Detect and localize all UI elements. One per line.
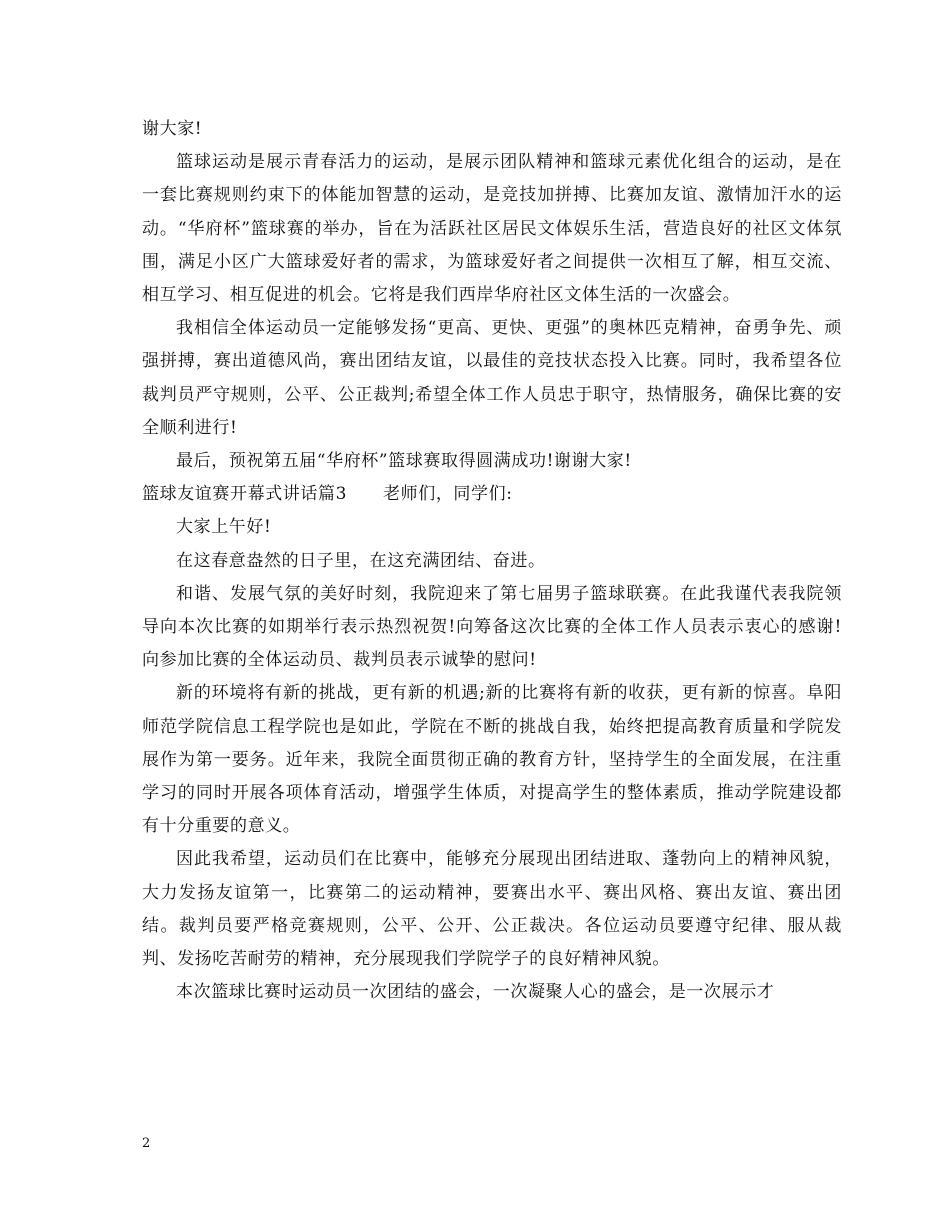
paragraph: 最后，预祝第五届“华府杯”篮球赛取得圆满成功!谢谢大家! [176,451,632,472]
section-heading-line [142,478,842,511]
paragraph: 因此我希望，运动员们在比赛中，能够充分展现出团结进取、蓬勃向上的精神风貌，大力发扬友谊第一，比赛第二的运动精神，要赛出水平、赛出风格、赛出友谊、赛出团结。裁判员要严格竞赛规则，公平、公开、公正裁决。各位运动员要遵守纪律、服从裁判、发扬吃苦耐劳的精神，充分展现我们学院学子的良好精神风貌。 [142,849,842,970]
section-heading: 篮球友谊赛开幕式讲话篇3 [142,484,348,505]
paragraph: 新的环境将有新的挑战，更有新的机遇;新的比赛将有新的收获，更有新的惊喜。阜阳师范学院信息工程学院也是如此，学院在不断的挑战自我，始终把提高教育质量和学院发展作为第一要务。近年来，我院全面贯彻正确的教育方针，坚持学生的全面发展，在注重学习的同时开展各项体育活动，增强学生体质，对提高学生的整体素质，推动学院建设都有十分重要的意义。 [142,683,842,837]
paragraph: 在这春意盎然的日子里，在这充满团结、奋进。 [176,550,546,571]
page-number: 2 [142,1136,151,1151]
paragraph: 和谐、发展气氛的美好时刻，我院迎来了第七届男子篮球联赛。在此我谨代表我院领导向本次比赛的如期举行表示热烈祝贺!向筹备这次比赛的全体工作人员表示衷心的感谢!向参加比赛的全体运动员、裁判员表示诚挚的慰问! [142,583,842,671]
paragraph: 本次篮球比赛时运动员一次团结的盛会，一次凝聚人心的盛会，是一次展示才 [176,982,775,1003]
paragraph: 我相信全体运动员一定能够发扬“更高、更快、更强”的奥林匹克精神，奋勇争先、顽强拼搏，赛出道德风尚，赛出团结友谊，以最佳的竞技状态投入比赛。同时，我希望各位裁判员严守规则，公平、公正裁判;希望全体工作人员忠于职守，热情服务，确保比赛的安全顺利进行! [142,318,842,438]
paragraph: 大家上午好! [176,517,272,538]
document-body [142,113,842,1009]
paragraph: 篮球运动是展示青春活力的运动，是展示团队精神和篮球元素优化组合的运动，是在一套比赛规则约束下的体能加智慧的运动，是竞技加拼搏、比赛加友谊、激情加汗水的运动。“华府杯”篮球赛的举办，旨在为活跃社区居民文体娱乐生活，营造良好的社区文体氛围，满足小区广大篮球爱好者的需求，为篮球爱好者之间提供一次相互了解，相互交流、相互学习、相互促进的机会。它将是我们西岸华府社区文体生活的一次盛会。 [142,152,842,306]
paragraph: 谢大家! [142,119,203,139]
section-greeting: 老师们，同学们: [383,484,513,505]
